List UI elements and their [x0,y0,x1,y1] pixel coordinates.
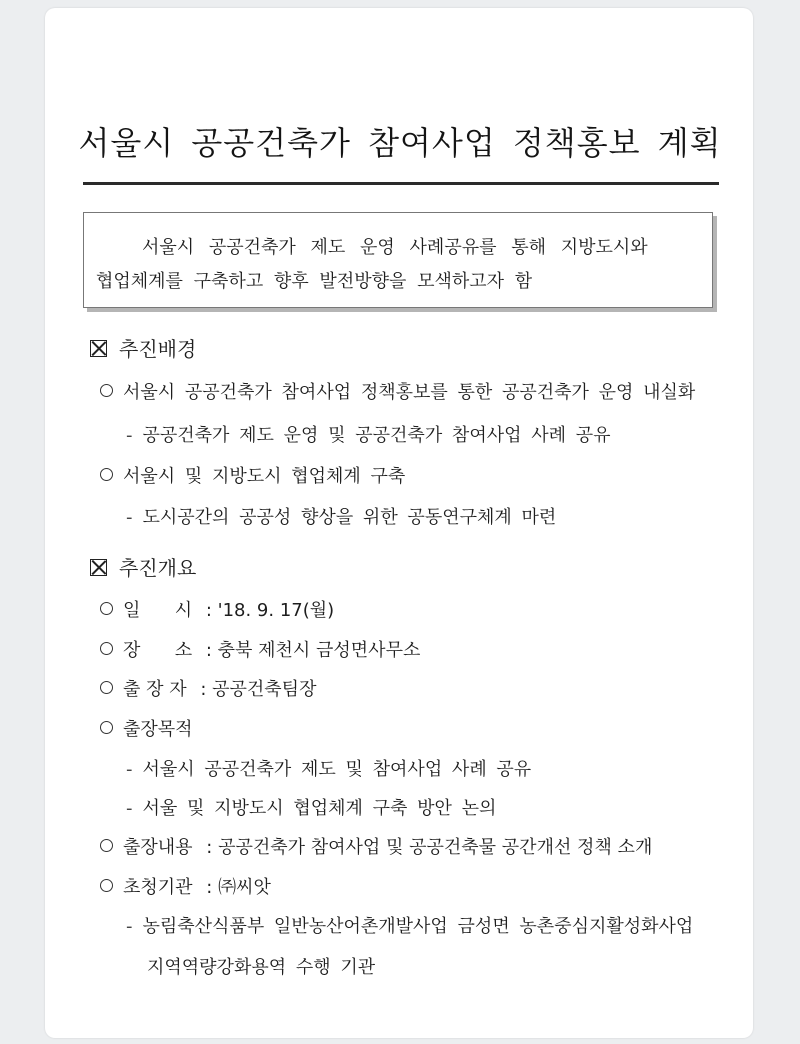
sub-list-item [126,421,610,447]
checkbox-x-icon [90,340,107,357]
circle-icon [100,681,113,694]
org-detail-line-1: 농림축산식품부 일반농산어촌개발사업 금성면 농촌중심지활성화사업 [142,916,694,937]
sub-list-item-text: 도시공간의 공공성 향상을 위한 공동연구체계 마련 [142,507,557,528]
sub-list-item-text: 서울 및 지방도시 협업체계 구축 방안 논의 [142,798,497,819]
sub-list-item-text: 서울시 공공건축가 제도 및 참여사업 사례 공유 [142,759,532,780]
place-value: : 충북 제천시 금성면사무소 [205,640,421,661]
org-detail-continuation [147,953,375,979]
circle-icon [100,642,113,655]
checkbox-x-icon [90,559,107,576]
sub-list-item [126,503,556,529]
circle-icon [100,879,113,892]
list-item [100,378,695,404]
purpose-label: 출장목적 [123,719,193,740]
summary-line-2: 협업체계를 구축하고 향후 발전방향을 모색하고자 함 [96,271,533,292]
date-row [100,596,334,622]
section-heading-label: 추진배경 [119,337,197,361]
sub-list-item [126,912,693,938]
sub-list-item [126,794,496,820]
circle-icon [100,839,113,852]
place-row [100,636,420,662]
place-label: 장 소 [123,640,193,661]
traveler-value: : 공공건축팀장 [200,679,317,700]
list-item-text: 서울시 및 지방도시 협업체계 구축 [123,466,406,487]
circle-icon [100,384,113,397]
dash-icon: - [126,425,133,446]
title-divider [83,182,719,185]
circle-icon [100,721,113,734]
document-title: 서울시 공공건축가 참여사업 정책홍보 계획 [78,124,722,162]
summary-box [83,212,713,308]
content-row [100,833,652,859]
org-detail-line-2: 지역역량강화용역 수행 기관 [147,957,376,978]
org-row [100,873,271,899]
sub-list-item [126,755,531,781]
content-value: : 공공건축가 참여사업 및 공공건축물 공간개선 정책 소개 [206,837,653,858]
date-value: : '18. 9. 17(월) [205,600,335,621]
traveler-row [100,675,316,701]
org-value: : ㈜씨앗 [206,877,271,898]
purpose-row [100,715,193,741]
summary-line-1: 서울시 공공건축가 제도 운영 사례공유를 통해 지방도시와 [142,237,648,258]
traveler-label: 출 장 자 [123,679,187,700]
circle-icon [100,602,113,615]
section-heading-label: 추진개요 [119,556,197,580]
list-item [100,462,405,488]
dash-icon: - [126,507,133,528]
circle-icon [100,468,113,481]
section-heading-overview [90,552,196,581]
section-heading-background [90,333,196,362]
list-item-text: 서울시 공공건축가 참여사업 정책홍보를 통한 공공건축가 운영 내실화 [123,382,696,403]
org-label: 초청기관 [123,877,193,898]
dash-icon: - [126,759,133,780]
dash-icon: - [126,916,133,937]
content-label: 출장내용 [123,837,193,858]
date-label: 일 시 [123,600,193,621]
dash-icon: - [126,798,133,819]
sub-list-item-text: 공공건축가 제도 운영 및 공공건축가 참여사업 사례 공유 [142,425,611,446]
